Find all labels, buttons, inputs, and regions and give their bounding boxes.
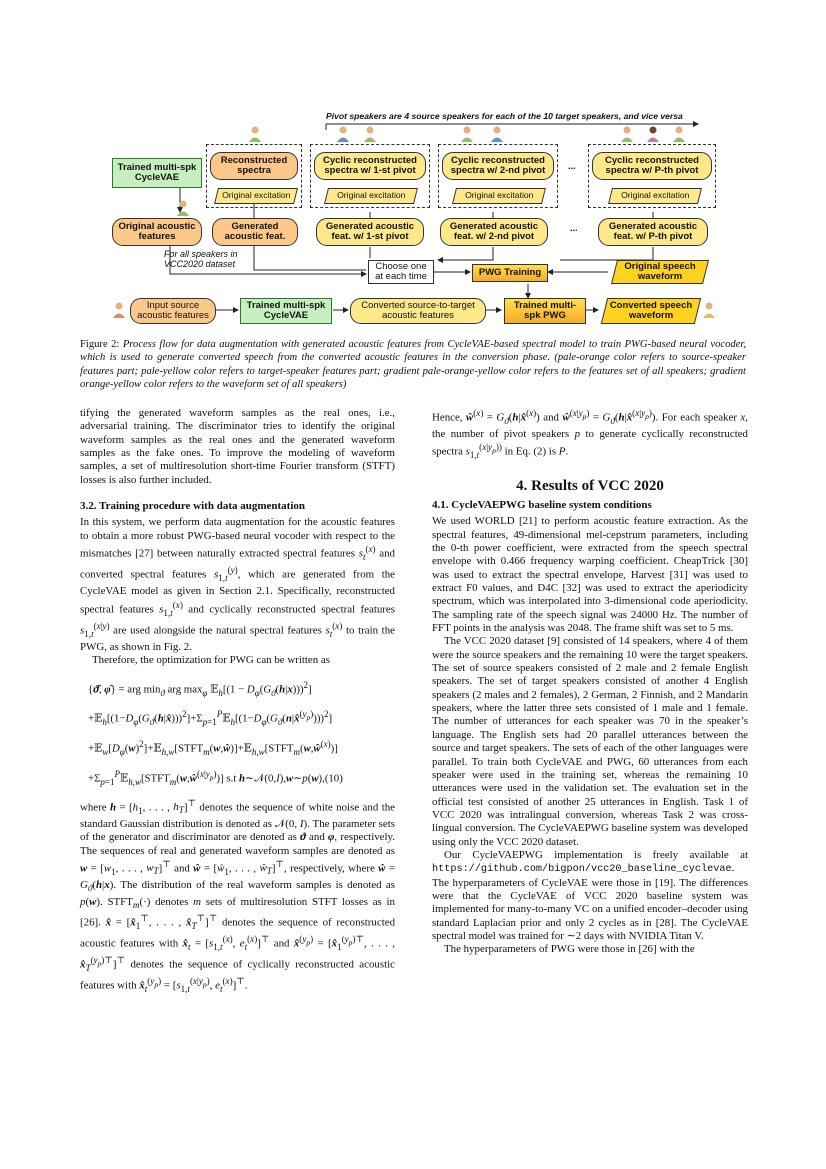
trained-pwg: Trained multi-spk PWG [504,298,586,324]
trained-cyclevae-bottom: Trained multi-spk CycleVAE [240,298,332,324]
original-acoustic-features: Original acoustic features [112,218,202,246]
original-excitation: Original excitation [452,188,546,204]
generated-feat-2nd: Generated acoustic feat. w/ 2-nd pivot [440,218,548,246]
converted-speech-waveform: Converted speech waveform [601,298,701,324]
github-link[interactable]: https://github.com/bigpon/vcc20_baseline_cyclevae [432,864,732,876]
converted-features: Converted source-to-target acoustic features [350,298,486,324]
generated-acoustic-feat: Generated acoustic feat. [212,218,298,246]
speaker-icon [336,126,350,142]
subsection-heading: 4.1. CycleVAEPWG baseline system conditions [432,498,652,511]
cyclic-spectra-2nd: Cyclic reconstructed spectra w/ 2-nd pivot [442,152,554,180]
speaker-icon [672,126,686,142]
ellipsis: ... [570,223,578,233]
original-excitation: Original excitation [214,188,298,204]
paragraph: Hence, $ŵ^{(x)}$ = $G_ϑ(h|x̂^{(x)})$ and $ŵ^{(x|y_p)}$ = $G_ϑ(h|x̂^{(x|y_p)})$. For each speaker x, the number of pivot speakers p to generate cyclically reconstructed spectra $s_{1,t}^{(x|y_p))}$ in Eq. (2) is P. [432,408,749,461]
figure-caption [80,338,746,392]
pwg-training: PWG Training [472,264,548,282]
paragraph: The VCC 2020 dataset [9] consisted of 14 speakers, where 4 of them were the source speakers and the remaining 10 were the target speakers. The set of source speakers consisted of 2 male and 2 female English speakers. The set of target speakers consisted of another 4 English speakers (2 males and 2 females), 2 German, 2 Finnish, and 2 Mandarin speakers, where the latter three sets consisted of 1 male and 1 female. The number of utterances for each speaker was 70 in the speaker’s language. The English sets had 20 parallel utterances between the source and target speakers. The sets of each of the other languages were parallel. To train both CycleVAE and PWG, 60 utterances from each speaker were used in the training set, whereas the remaining 10 utterances were used in the validation set. The evaluation set in the official test consisted of another 25 utterances in English. Task 1 of VCC 2020 was intralingual conversion, whereas Task 2 was cross-lingual conversion. The CycleVAEPWG baseline system was developed using only the VCC 2020 dataset. [432,635,748,848]
equation-10: {ϑ̂, φ̂} = arg $\min_ϑ$ arg $\max_\varphi$ 𝔼$_h$[(1 − $D_\varphi(G_ϑ(h|x)))^2$] $+𝔼_h[(1-D_\varphi(G_ϑ(h|x̂)))^2]+\Sigma_{p=1}^P𝔼_h[(1-D_\varphi(G_ϑ(n|x̂^{(y_p)})))^2]$ $+𝔼_w[D_\varphi(w)^2]+𝔼_{h,w}[STFT_m(w,ŵ)]+𝔼_{h,w}[STFT_m(w,ŵ^{(x)})]$ $+\Sigma_{p=1}^P𝔼_{h,w}[STFT_m(w,ŵ^{(x|y_p)})]$ s.t h∼𝒩(0,I),w∼p(w),(10) [88,679,343,787]
section-heading: 3.2. Training procedure with data augmentation [80,500,306,513]
reconstructed-spectra: Reconstructed spectra [210,152,298,180]
for-all-speakers-note: For all speakers in VCC2020 dataset [164,249,238,269]
speaker-icon [646,126,660,142]
caption-text: Process flow for data augmentation with generated acoustic features from CycleVAE-based spectral model to train PWG-based neural vocoder, which is used to generate converted speech from the converted acoustic features in the conversion phase. (pale-orange color refers to source-speaker features part; pale-yellow color refers to target-speaker features part; gradient pale-orange-yellow color refers to the features set of all speakers; gradient orange-yellow color refers to the waveform set of all speakers) [80,339,746,391]
left-column [80,407,395,997]
input-source-features: Input source acoustic features [130,298,216,324]
generated-feat-1st: Generated acoustic feat. w/ 1-st pivot [316,218,424,246]
caption-label: Figure 2: [80,339,120,350]
speaker-icon [248,126,262,142]
figure-2 [108,112,718,334]
results-heading: 4. Results of VCC 2020 [516,477,664,494]
speaker-icon [176,200,190,216]
paragraph: Our CycleVAEPWG implementation is freely available at https://github.com/bigpon/vcc20_baseline_cyclevae. The hyperparameters of CycleVAE were those in [19]. The differences were that the CycleVAE of VCC 2020 baseline system was implemented for many-to-many VC on a unified encoder–decoder using standard Laplacian prior and only 2 cycles as in [28]. The CycleVAE spectral model was trained for ∼2 days with NVIDIA Titan V. [432,848,748,942]
speaker-icon [702,302,716,318]
original-excitation: Original excitation [608,188,702,204]
paragraph: where $h = [h_1$, . . . , $h_T]^⊤$ denotes the sequence of white noise and the standard Gaussian distribution is denoted as 𝒩(0, I). The parameter sets of the generator and discriminator are denoted as ϑ and φ, respectively. The sequences of real and generated waveform samples are denoted as $w = [w_1$, . . . , $w_T]^⊤$ and ŵ = [$ŵ_1$, . . . , $ŵ_T]^⊤$, respectively, where ŵ = $G_ϑ(h|x)$. The distribution of the real waveform samples is denoted as p(w). $STFT_m(\cdot)$ denotes m sets of multiresolution STFT losses as in [26]. x̂ = [$x̂_1^⊤$, . . . , $x̂_T^⊤]^⊤$ denotes the sequence of reconstructed acoustic features with $x̂_t = [s_{1,t}^{(x)}$, $e_t^{(x)}]^⊤$ and x̂$^{(y_p)}$ = [$x̂_1^{(y_p)⊤}$, . . . , $x̂_T^{(y_p)⊤}]^⊤$ denotes the sequence of cyclically reconstructed acoustic features with $x̂_t^{(y_p)} = [s_{1,t}^{(x|y_p)}$, $e_t^{(x)}]^⊤$. [80,797,396,995]
cyclic-spectra-pth: Cyclic reconstructed spectra w/ P-th pivot [592,152,712,180]
paragraph: The hyperparameters of PWG were those in [26] with the [444,943,695,956]
speaker-icon [363,126,377,142]
speaker-icon [620,126,634,142]
ellipsis: ... [568,161,576,171]
paragraph: In this system, we perform data augmentation for the acoustic features to obtain a more robust PWG-based neural vocoder with respect to the mismatches [27] between naturally extracted spectral features $s_t^{(x)}$ and converted spectral features $s_{1,t}^{(y)}$, which are generated from the CycleVAE model as given in Section 2.1. Specifically, reconstructed spectral features $s_{1,t}^{(x)}$ and cyclically reconstructed spectral features $s_{1,t}^{(x|y)}$ are used alongside the natural spectral features $s_t^{(x)}$ to train the PWG, as shown in Fig. 2. [80,516,396,653]
speaker-icon [112,302,126,318]
pivot-note: Pivot speakers are 4 source speakers for each of the 10 target speakers, and vice versa [326,111,683,121]
right-column [432,407,748,957]
paragraph: We used WORLD [21] to perform acoustic feature extraction. As the spectral features, 49-dimensional mel-cepstrum parameters, including the 0-th power coefficient, were extracted from the speech spectral envelope with 0.466 frequency warping coefficient. CheapTrick [30] was used to extract the spectral envelope, Harvest [31] was used to extract F0 values, and D4C [32] was used to extract the aperiodicity spectrum, which was interpolated into 3-dimensional code aperiodicity. The sampling rate of the speech signal was 24000 Hz. The number of FFT points in the analysis was 2048. The frame shift was set to 5 ms. [432,515,748,635]
paragraph: Therefore, the optimization for PWG can be written as [92,654,330,667]
choose-one-box: Choose one at each time [368,260,434,284]
generated-feat-pth: Generated acoustic feat. w/ P-th pivot [598,218,708,246]
cyclic-spectra-1st: Cyclic reconstructed spectra w/ 1-st pivot [314,152,426,180]
paragraph: tifying the generated waveform samples as the real ones, i.e., adversarial training. The discriminator tries to identify the original waveform samples as the real ones and the generated waveform samples as the fake ones. To improve the modeling of waveform samples, a set of multiresolution short-time Fourier transform (STFT) losses is also further included. [80,407,395,486]
speaker-icon [490,126,504,142]
trained-cyclevae-top: Trained multi-spk CycleVAE [112,158,202,188]
speaker-icon [460,126,474,142]
original-excitation: Original excitation [324,188,418,204]
original-speech-waveform: Original speech waveform [611,260,709,284]
